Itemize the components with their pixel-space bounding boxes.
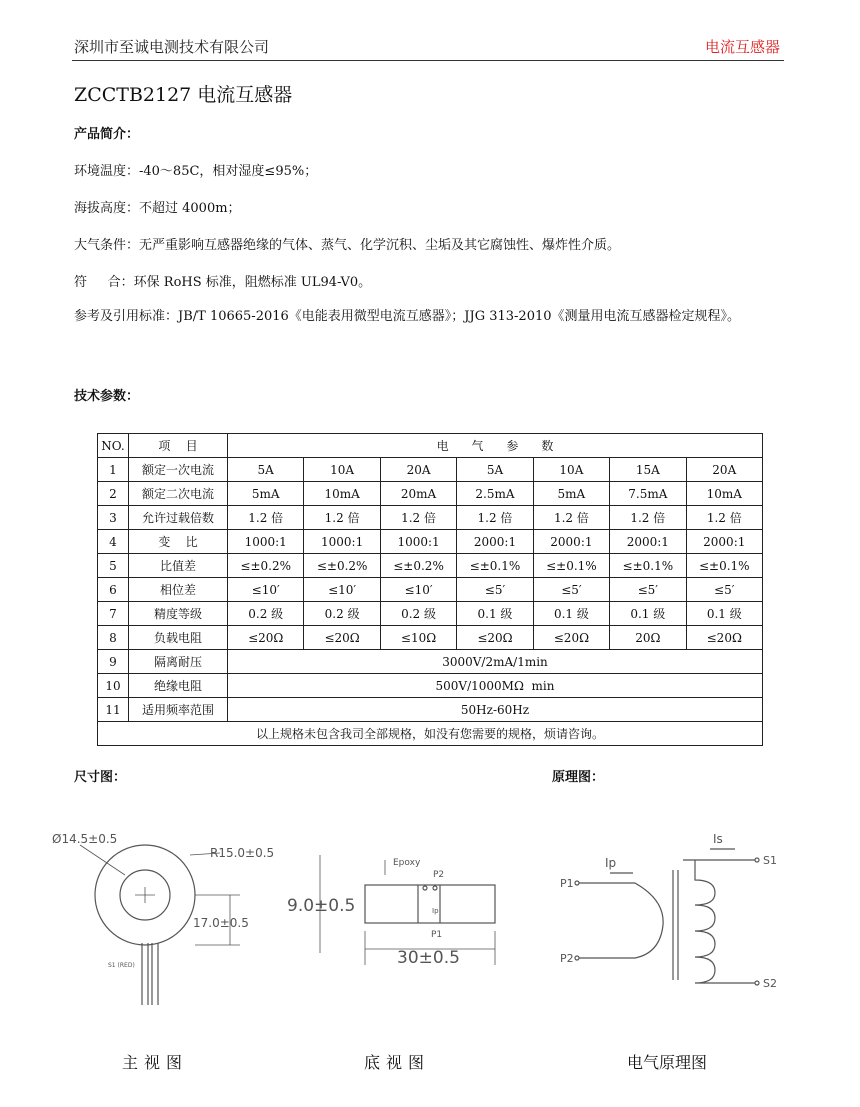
row-value: 0.2 级 bbox=[228, 602, 304, 626]
row-value: ≤20Ω bbox=[304, 626, 380, 650]
row-value: 20mA bbox=[380, 482, 456, 506]
company-name: 深圳市至诚电测技术有限公司 bbox=[74, 38, 270, 56]
row-value: ≤±0.1% bbox=[686, 554, 762, 578]
row-value: ≤5′ bbox=[610, 578, 686, 602]
dimension-heading: 尺寸图： bbox=[74, 770, 127, 785]
table-row bbox=[98, 482, 763, 506]
row-value: 5mA bbox=[228, 482, 304, 506]
header-no: NO. bbox=[98, 434, 129, 458]
row-no: 2 bbox=[98, 482, 129, 506]
table-row bbox=[98, 650, 763, 674]
bottom-height-label: 9.0±0.5 bbox=[287, 896, 356, 916]
row-value: 1.2 倍 bbox=[380, 506, 456, 530]
row-value: ≤±0.2% bbox=[380, 554, 456, 578]
row-value: ≤±0.2% bbox=[228, 554, 304, 578]
table-row bbox=[98, 554, 763, 578]
row-value: 7.5mA bbox=[610, 482, 686, 506]
row-no: 9 bbox=[98, 650, 129, 674]
schematic-is-label: Is bbox=[713, 832, 723, 846]
row-value: 5A bbox=[457, 458, 533, 482]
spec-table bbox=[97, 433, 763, 746]
row-value: 0.1 级 bbox=[610, 602, 686, 626]
row-no: 4 bbox=[98, 530, 129, 554]
table-row bbox=[98, 458, 763, 482]
schematic-s1-label: S1 bbox=[763, 854, 777, 867]
row-value: 0.2 级 bbox=[380, 602, 456, 626]
table-note: 以上规格未包含我司全部规格，如没有您需要的规格，烦请咨询。 bbox=[98, 722, 763, 746]
front-height-label: 17.0±0.5 bbox=[193, 916, 249, 930]
table-note-row bbox=[98, 722, 763, 746]
schematic-caption: 电气原理图 bbox=[627, 1053, 708, 1072]
table-row bbox=[98, 626, 763, 650]
row-value: ≤±0.1% bbox=[457, 554, 533, 578]
row-value: ≤10′ bbox=[304, 578, 380, 602]
bottom-width-label: 30±0.5 bbox=[397, 948, 460, 968]
row-item: 适用频率范围 bbox=[129, 698, 228, 722]
bottom-view-drawing bbox=[285, 845, 515, 975]
row-no: 1 bbox=[98, 458, 129, 482]
table-row bbox=[98, 506, 763, 530]
row-value: 20Ω bbox=[610, 626, 686, 650]
row-value: 2.5mA bbox=[457, 482, 533, 506]
row-item: 允许过载倍数 bbox=[129, 506, 228, 530]
row-value: ≤±0.2% bbox=[304, 554, 380, 578]
row-value: ≤±0.1% bbox=[610, 554, 686, 578]
row-value: ≤20Ω bbox=[533, 626, 609, 650]
row-value: 10A bbox=[533, 458, 609, 482]
row-value: 5mA bbox=[533, 482, 609, 506]
row-no: 7 bbox=[98, 602, 129, 626]
row-item: 额定一次电流 bbox=[129, 458, 228, 482]
row-value: ≤±0.1% bbox=[533, 554, 609, 578]
intro-compliance: 符 合：环保 RoHS 标准，阻燃标准 UL94-V0。 bbox=[74, 275, 372, 290]
row-value: 15A bbox=[610, 458, 686, 482]
bottom-ip-label: Ip bbox=[432, 907, 439, 915]
row-value: 20A bbox=[686, 458, 762, 482]
header-params: 电 气 参 数 bbox=[228, 434, 763, 458]
front-radius-label: R15.0±0.5 bbox=[210, 846, 275, 860]
bottom-view-caption: 底视图 bbox=[364, 1053, 431, 1072]
bottom-epoxy-label: Epoxy bbox=[393, 858, 421, 868]
table-header-row bbox=[98, 434, 763, 458]
row-value: ≤20Ω bbox=[457, 626, 533, 650]
table-row bbox=[98, 578, 763, 602]
header-divider bbox=[72, 60, 784, 61]
row-value: 1000:1 bbox=[228, 530, 304, 554]
row-value: 0.1 级 bbox=[533, 602, 609, 626]
header-item: 项 目 bbox=[129, 434, 228, 458]
row-value: 1.2 倍 bbox=[457, 506, 533, 530]
row-value: 0.1 级 bbox=[686, 602, 762, 626]
front-view-drawing bbox=[50, 825, 300, 1025]
row-value: ≤20Ω bbox=[228, 626, 304, 650]
table-row bbox=[98, 698, 763, 722]
row-no: 8 bbox=[98, 626, 129, 650]
row-item: 比值差 bbox=[129, 554, 228, 578]
row-value: ≤10′ bbox=[380, 578, 456, 602]
intro-atmosphere: 大气条件：无严重影响互感器绝缘的气体、蒸气、化学沉积、尘垢及其它腐蚀性、爆炸性介质。 bbox=[74, 238, 621, 253]
row-no: 5 bbox=[98, 554, 129, 578]
schematic-ip-label: Ip bbox=[605, 856, 617, 870]
schematic-drawing bbox=[555, 825, 795, 1005]
intro-altitude: 海拔高度：不超过 4000m； bbox=[74, 201, 241, 216]
row-value: 0.2 级 bbox=[304, 602, 380, 626]
row-value: 10mA bbox=[304, 482, 380, 506]
row-value: 10mA bbox=[686, 482, 762, 506]
row-value: 1.2 倍 bbox=[304, 506, 380, 530]
row-value: ≤10′ bbox=[228, 578, 304, 602]
row-value: 2000:1 bbox=[457, 530, 533, 554]
row-item: 绝缘电阻 bbox=[129, 674, 228, 698]
table-row bbox=[98, 674, 763, 698]
row-value: 1.2 倍 bbox=[228, 506, 304, 530]
table-row bbox=[98, 602, 763, 626]
row-value: 1.2 倍 bbox=[610, 506, 686, 530]
front-lead-label: S1 (RED) bbox=[108, 962, 135, 969]
tech-heading: 技术参数： bbox=[74, 389, 140, 404]
row-value: 1.2 倍 bbox=[533, 506, 609, 530]
row-value: 500V/1000MΩ min bbox=[228, 674, 763, 698]
row-value: 50Hz-60Hz bbox=[228, 698, 763, 722]
row-value: 20A bbox=[380, 458, 456, 482]
row-value: 2000:1 bbox=[686, 530, 762, 554]
row-value: 1000:1 bbox=[304, 530, 380, 554]
product-category: 电流互感器 bbox=[704, 38, 780, 56]
row-value: 1000:1 bbox=[380, 530, 456, 554]
row-item: 精度等级 bbox=[129, 602, 228, 626]
row-no: 11 bbox=[98, 698, 129, 722]
schematic-s2-label: S2 bbox=[763, 977, 777, 990]
row-value: 3000V/2mA/1min bbox=[228, 650, 763, 674]
row-value: ≤20Ω bbox=[686, 626, 762, 650]
row-no: 10 bbox=[98, 674, 129, 698]
row-item: 隔离耐压 bbox=[129, 650, 228, 674]
front-dia-label: Ø14.5±0.5 bbox=[52, 832, 118, 846]
row-value: 5A bbox=[228, 458, 304, 482]
row-value: 2000:1 bbox=[533, 530, 609, 554]
schematic-p1-label: P1 bbox=[560, 877, 574, 890]
row-value: 10A bbox=[304, 458, 380, 482]
row-value: ≤5′ bbox=[533, 578, 609, 602]
intro-temperature: 环境温度：-40～85C，相对湿度≤95%； bbox=[74, 164, 318, 179]
row-value: ≤5′ bbox=[457, 578, 533, 602]
bottom-p1-label: P1 bbox=[431, 930, 443, 940]
intro-heading: 产品简介： bbox=[74, 127, 140, 142]
schematic-p2-label: P2 bbox=[560, 952, 574, 965]
row-value: 2000:1 bbox=[610, 530, 686, 554]
row-value: 0.1 级 bbox=[457, 602, 533, 626]
row-no: 6 bbox=[98, 578, 129, 602]
row-item: 相位差 bbox=[129, 578, 228, 602]
row-no: 3 bbox=[98, 506, 129, 530]
row-item: 变 比 bbox=[129, 530, 228, 554]
row-item: 额定二次电流 bbox=[129, 482, 228, 506]
row-value: ≤5′ bbox=[686, 578, 762, 602]
front-view-caption: 主视图 bbox=[122, 1053, 189, 1072]
page-title: ZCCTB2127 电流互感器 bbox=[74, 84, 293, 106]
row-value: 1.2 倍 bbox=[686, 506, 762, 530]
bottom-p2-label: P2 bbox=[433, 870, 445, 880]
principle-heading: 原理图： bbox=[552, 770, 605, 785]
row-item: 负载电阻 bbox=[129, 626, 228, 650]
table-row bbox=[98, 530, 763, 554]
intro-standards: 参考及引用标准：JB/T 10665-2016《电能表用微型电流互感器》；JJG 313-2010《测量用电流互感器检定规程》。 bbox=[74, 309, 741, 324]
row-value: ≤10Ω bbox=[380, 626, 456, 650]
